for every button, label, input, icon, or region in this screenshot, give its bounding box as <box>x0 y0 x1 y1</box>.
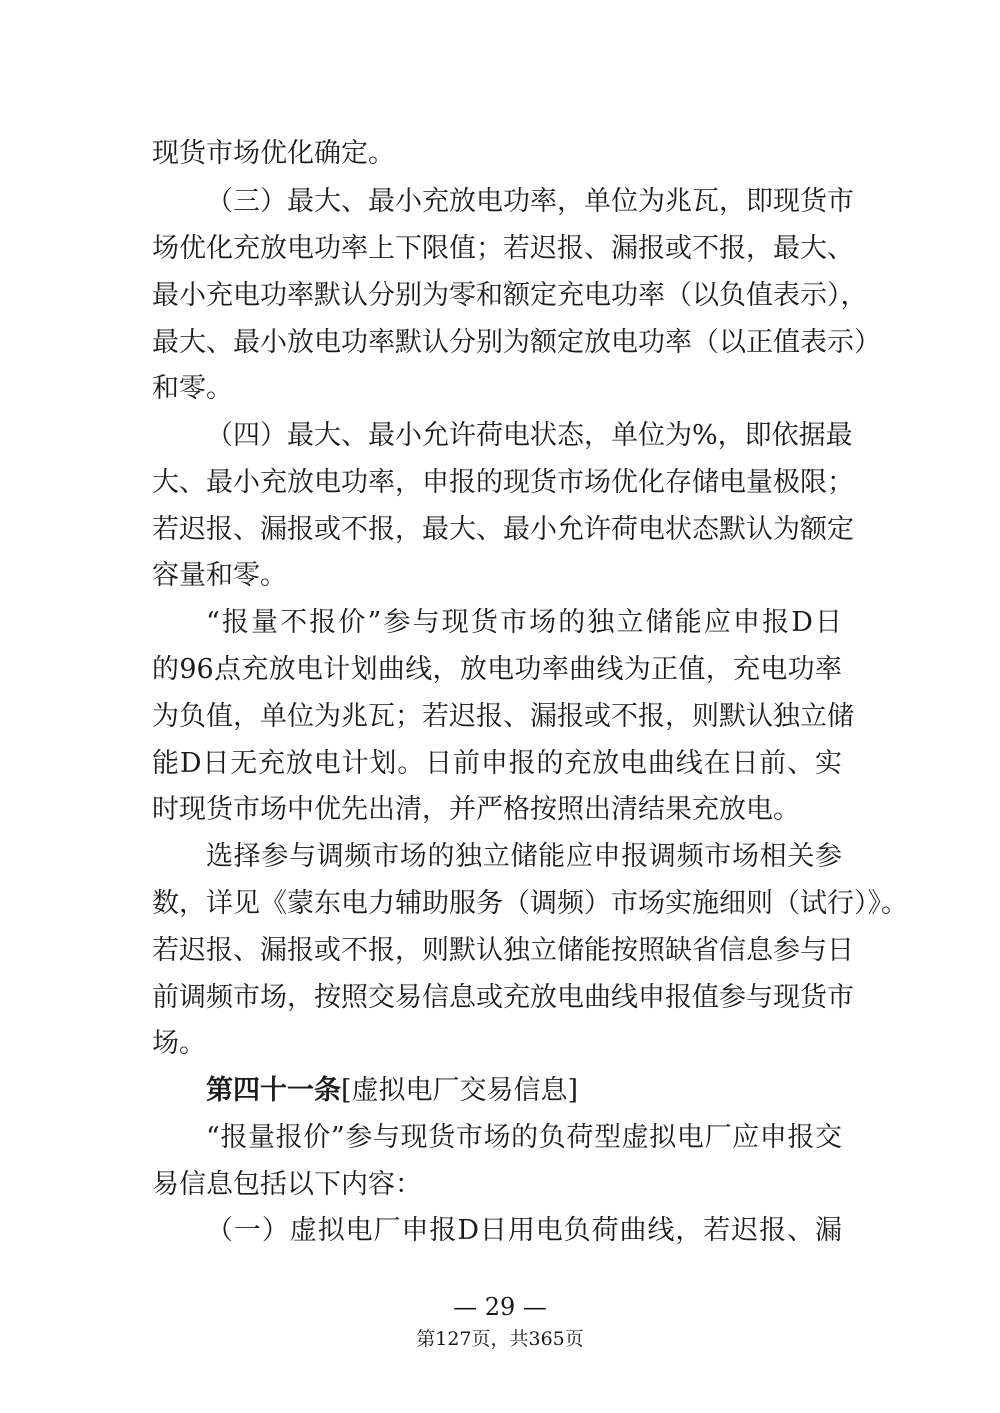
text-line: 选择参与调频市场的独立储能应申报调频市场相关参 <box>206 841 842 872</box>
text-line: 场优化充放电功率上下限值；若迟报、漏报或不报，最大、 <box>152 233 854 264</box>
text-line: “报量报价”参与现货市场的负荷型虚拟电厂应申报交 <box>206 1122 842 1153</box>
text-line: 若迟报、漏报或不报，则默认独立储能按照缺省信息参与日 <box>152 935 854 966</box>
text-line: （四）最大、最小允许荷电状态，单位为%，即依据最 <box>206 420 853 451</box>
article-number: 第四十一条 <box>206 1075 341 1106</box>
text-line: 场。 <box>152 1028 206 1059</box>
text-line: 大、最小充放电功率，申报的现货市场优化存储电量极限； <box>152 467 854 498</box>
article-title: [虚拟电厂交易信息] <box>341 1075 579 1106</box>
text-line: 易信息包括以下内容： <box>152 1169 422 1200</box>
text-line: 若迟报、漏报或不报，最大、最小允许荷电状态默认为额定 <box>152 514 854 545</box>
page-count: 第127页，共365页 <box>416 1328 584 1350</box>
text-line: （三）最大、最小充放电功率，单位为兆瓦，即现货市 <box>206 186 854 217</box>
text-line: 为负值，单位为兆瓦；若迟报、漏报或不报，则默认独立储 <box>152 701 854 732</box>
text-line: 数，详见《蒙东电力辅助服务（调频）市场实施细则（试行）》。 <box>152 888 908 919</box>
text-line: “报量不报价”参与现货市场的独立储能应申报D日 <box>206 607 842 638</box>
text-line: 容量和零。 <box>152 560 287 591</box>
text-line: 和零。 <box>152 373 233 404</box>
text-line: （一）虚拟电厂申报D日用电负荷曲线，若迟报、漏 <box>206 1215 842 1246</box>
text-line: 时现货市场中优先出清，并严格按照出清结果充放电。 <box>152 794 800 825</box>
text-line: 的96点充放电计划曲线，放电功率曲线为正值，充电功率 <box>152 654 842 685</box>
text-line: 能D日无充放电计划。日前申报的充放电曲线在日前、实 <box>152 748 842 779</box>
text-line: 最小充电功率默认分别为零和额定充电功率（以负值表示）， <box>152 280 868 311</box>
article-heading-line <box>206 1072 842 1112</box>
text-line: 现货市场优化确定。 <box>152 138 395 169</box>
text-line: 最大、最小放电功率默认分别为额定放电功率（以正值表示） <box>152 327 881 358</box>
text-line: 前调频市场，按照交易信息或充放电曲线申报值参与现货市 <box>152 982 854 1013</box>
page-number: — 29 — <box>453 1293 547 1321</box>
